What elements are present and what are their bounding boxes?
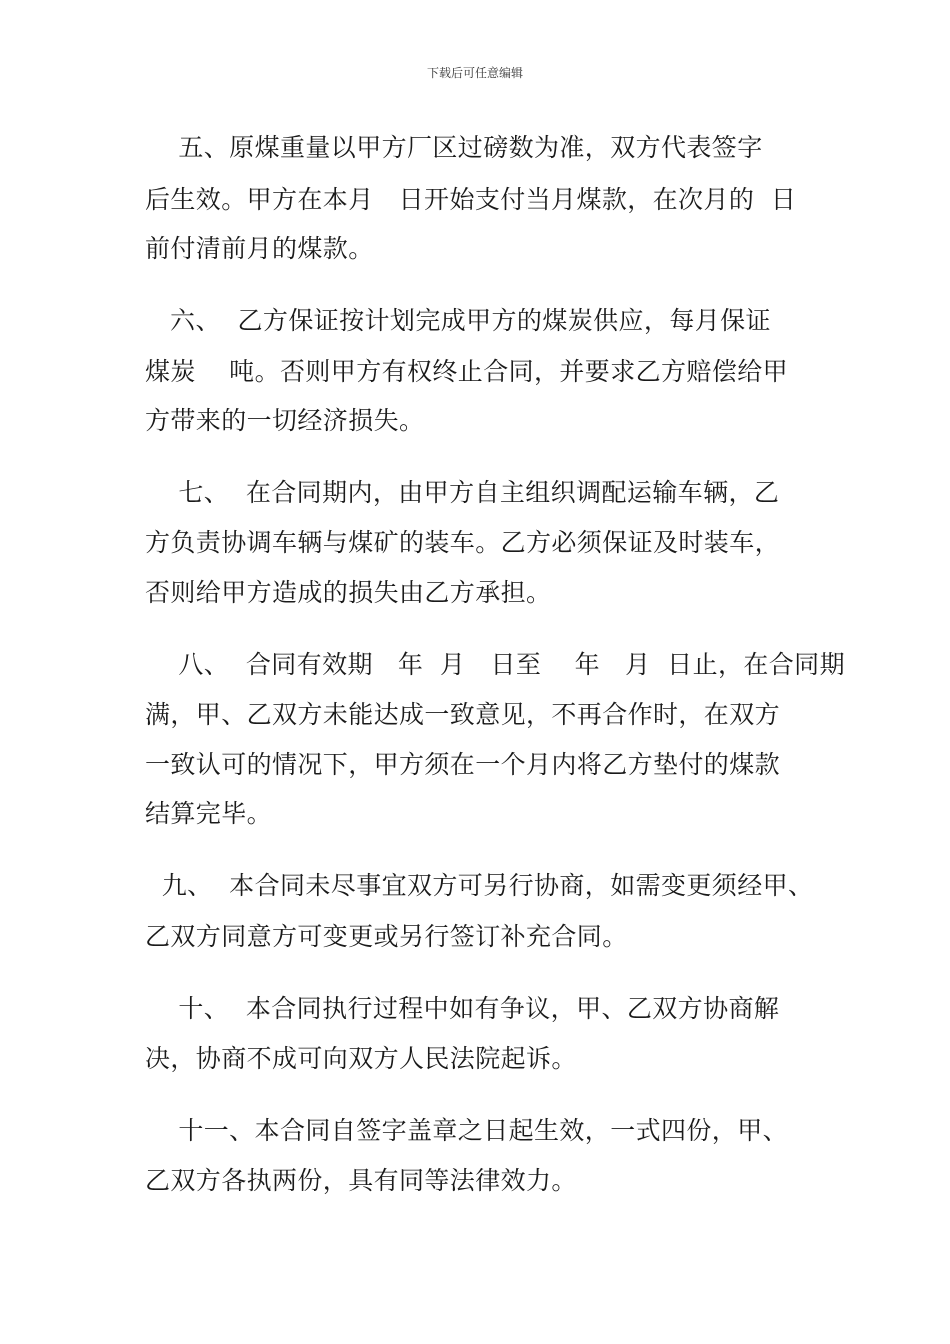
paragraph-5-line-2: 后生效。甲方在本月 日开始支付当月煤款，在次月的 日 xyxy=(145,185,797,214)
paragraph-9-line-1: 九、 本合同未尽事宜双方可另行协商，如需变更须经甲、 xyxy=(145,871,814,900)
paragraph-10-line-2: 决，协商不成可向双方人民法院起诉。 xyxy=(145,1044,577,1073)
paragraph-5-line-1: 五、原煤重量以甲方厂区过磅数为准，双方代表签字 xyxy=(145,133,763,162)
paragraph-8-line-4: 结算完毕。 xyxy=(145,799,273,828)
paragraph-11-line-2: 乙双方各执两份，具有同等法律效力。 xyxy=(145,1166,577,1195)
paragraph-10-line-1: 十、 本合同执行过程中如有争议，甲、乙双方协商解 xyxy=(145,994,780,1023)
paragraph-6-line-2: 煤炭 吨。否则甲方有权终止合同，并要求乙方赔偿给甲 xyxy=(145,357,788,386)
paragraph-8-line-3: 一致认可的情况下，甲方须在一个月内将乙方垫付的煤款 xyxy=(145,750,781,779)
paragraph-8-line-2: 满，甲、乙双方未能达成一致意见，不再合作时，在双方 xyxy=(145,700,781,729)
paragraph-6-line-1: 六、 乙方保证按计划完成甲方的煤炭供应，每月保证 xyxy=(145,306,771,335)
paragraph-7-line-2: 方负责协调车辆与煤矿的装车。乙方必须保证及时装车， xyxy=(145,528,781,557)
paragraph-5-line-3: 前付清前月的煤款。 xyxy=(145,234,374,263)
page-header: 下载后可任意编辑 xyxy=(426,66,523,80)
paragraph-6-line-3: 方带来的一切经济损失。 xyxy=(145,406,425,435)
paragraph-7-line-3: 否则给甲方造成的损失由乙方承担。 xyxy=(145,578,552,607)
paragraph-9-line-2: 乙双方同意方可变更或另行签订补充合同。 xyxy=(145,922,628,951)
paragraph-11-line-1: 十一、本合同自签字盖章之日起生效，一式四份，甲、 xyxy=(145,1116,788,1145)
paragraph-8-line-1: 八、 合同有效期 年 月 日至 年 月 日止，在合同期 xyxy=(145,650,845,679)
paragraph-7-line-1: 七、 在合同期内，由甲方自主组织调配运输车辆，乙 xyxy=(145,478,780,507)
